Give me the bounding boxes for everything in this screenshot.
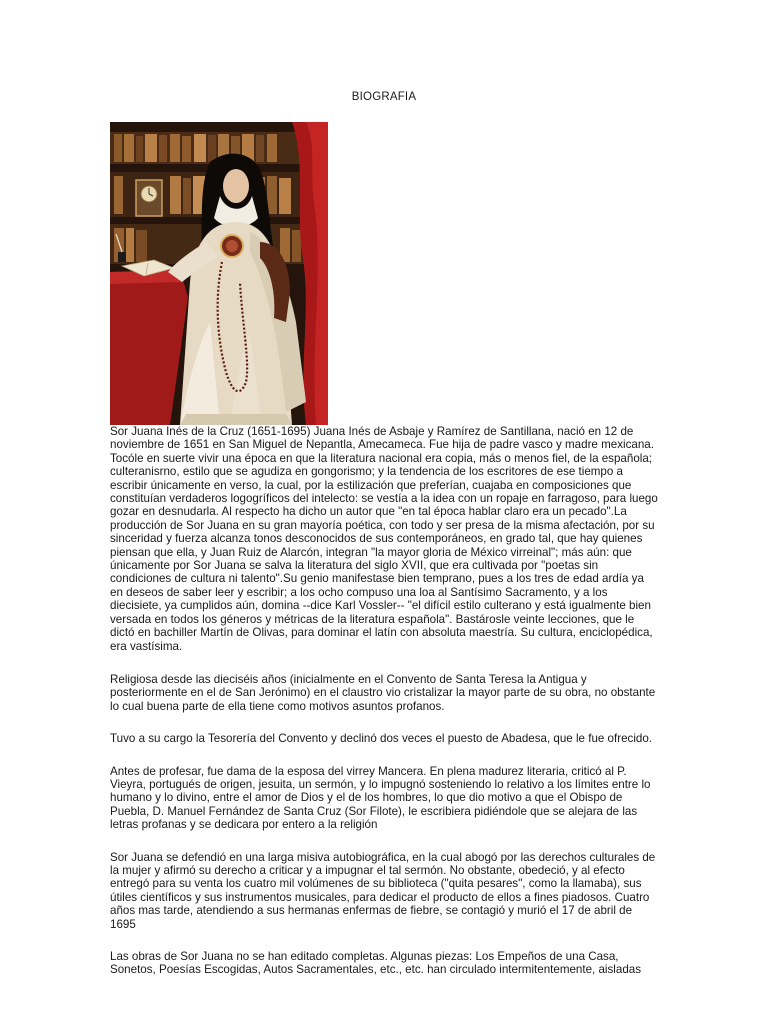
paragraph-4: Antes de profesar, fue dama de la esposa del virrey Mancera. En plena madurez literaria, criticó al P. Vieyra, portugués de origen, jesuita, un sermón, y lo impugnó sosteniendo lo relativo a los límites entre lo humano y lo divino, entre el amor de Dios y el de los hombres, lo que dio motivo a que el Obispo de Puebla, D. Manuel Fernández de Santa Cruz (Sor Filote), le escribiera pidiéndole que se alejara de las letras profanas y se dedicara por entero a la religión bbox=[110, 764, 651, 832]
paragraph-5: Sor Juana se defendió en una larga misiva autobiográfica, en la cual abogó por las derechos culturales de la mujer y afirmó su derecho a criticar y a impugnar el tal sermón. No obstante, obedeció, y al efecto entregó para su venta los cuatro mil volúmenes de su biblioteca ("quita pesares", como la llamaba), sus útiles científicos y sus instrumentos musicales, para dedicar el producto de ellos a fines piadosos. Cuatro años mas tarde, atendiendo a sus hermanas enfermas de fiebre, se contagió y murió el 17 de abril de 1695 bbox=[110, 850, 656, 931]
portrait-image bbox=[110, 122, 328, 425]
paragraph-1: Sor Juana Inés de la Cruz (1651-1695) Juana Inés de Asbaje y Ramírez de Santillana, nació en 12 de noviembre de 1651 en San Miguel de Nepantla, Amecameca. Fue hija de padre vasco y madre mexicana. Tocóle en suerte vivir una época en que la literatura nacional era copia, más o menos fiel, de la española; culteranisrno, estilo que se agudiza en gongorismo; y la tendencia de los escritores de ese tiempo a escribir únicamente en verso, la cual, por la estilización que preferían, cuajaba en composiciones que constituían verdaderos logogríficos del intelecto: se vestía a la idea con un ropaje en farragoso, para luego gozar en desnudarla. Al respecto ha dicho un autor que "en tal época hablar claro era un pecado".La producción de Sor Juana en su gran mayoría poética, con todo y ser presa de la misma afectación, por su sinceridad y fuerza alcanza tonos desconocidos de sus contemporáneos, en grado tal, que hay quienes piensan que ella, y Juan Ruiz de Alarcón, integran "la mayor gloria de México virreinal"; más aún: que únicamente por Sor Juana se salva la literatura del siglo XVII, que era cultivada por "poetas sin condiciones de cultura ni talento".Su genio manifestase bien temprano, pues a los tres de edad ardía ya en deseos de saber leer y escribir; a los ocho compuso una loa al Santísimo Sacramento, y a los diecisiete, ya cumplidos aún, domina --dice Karl Vossler-- "el difícil estilo culterano y está igualmente bien versada en todos los géneros y métricas de la literatura española". Bastárosle veinte lecciones, que le dictó en bachiller Martín de Olivas, para dominar el latín con absoluta maestría. Su cultura, enciclopédica, era vastísima. bbox=[110, 425, 658, 653]
biography-body bbox=[110, 425, 660, 996]
paragraph-6: Las obras de Sor Juana no se han editado completas. Algunas piezas: Los Empeños de una Casa, Sonetos, Poesías Escogidas, Autos Sacramentales, etc., etc. han circulado intermitentemente, aisladas bbox=[110, 950, 642, 977]
paragraph-2: Religiosa desde las dieciséis años (inicialmente en el Convento de Santa Teresa la Antigua y posteriormente en el de San Jerónimo) en el claustro vio cristalizar la mayor parte de su obra, no obstante lo cual buena parte de ella tiene como motivos asuntos profanos. bbox=[110, 672, 656, 713]
portrait-svg bbox=[110, 122, 328, 425]
clock-icon bbox=[136, 180, 162, 216]
page-title: BIOGRAFIA bbox=[351, 91, 417, 103]
paragraph-3: Tuvo a su cargo la Tesorería del Convento y declinó dos veces el puesto de Abadesa, que le fue ofrecido. bbox=[110, 732, 653, 746]
